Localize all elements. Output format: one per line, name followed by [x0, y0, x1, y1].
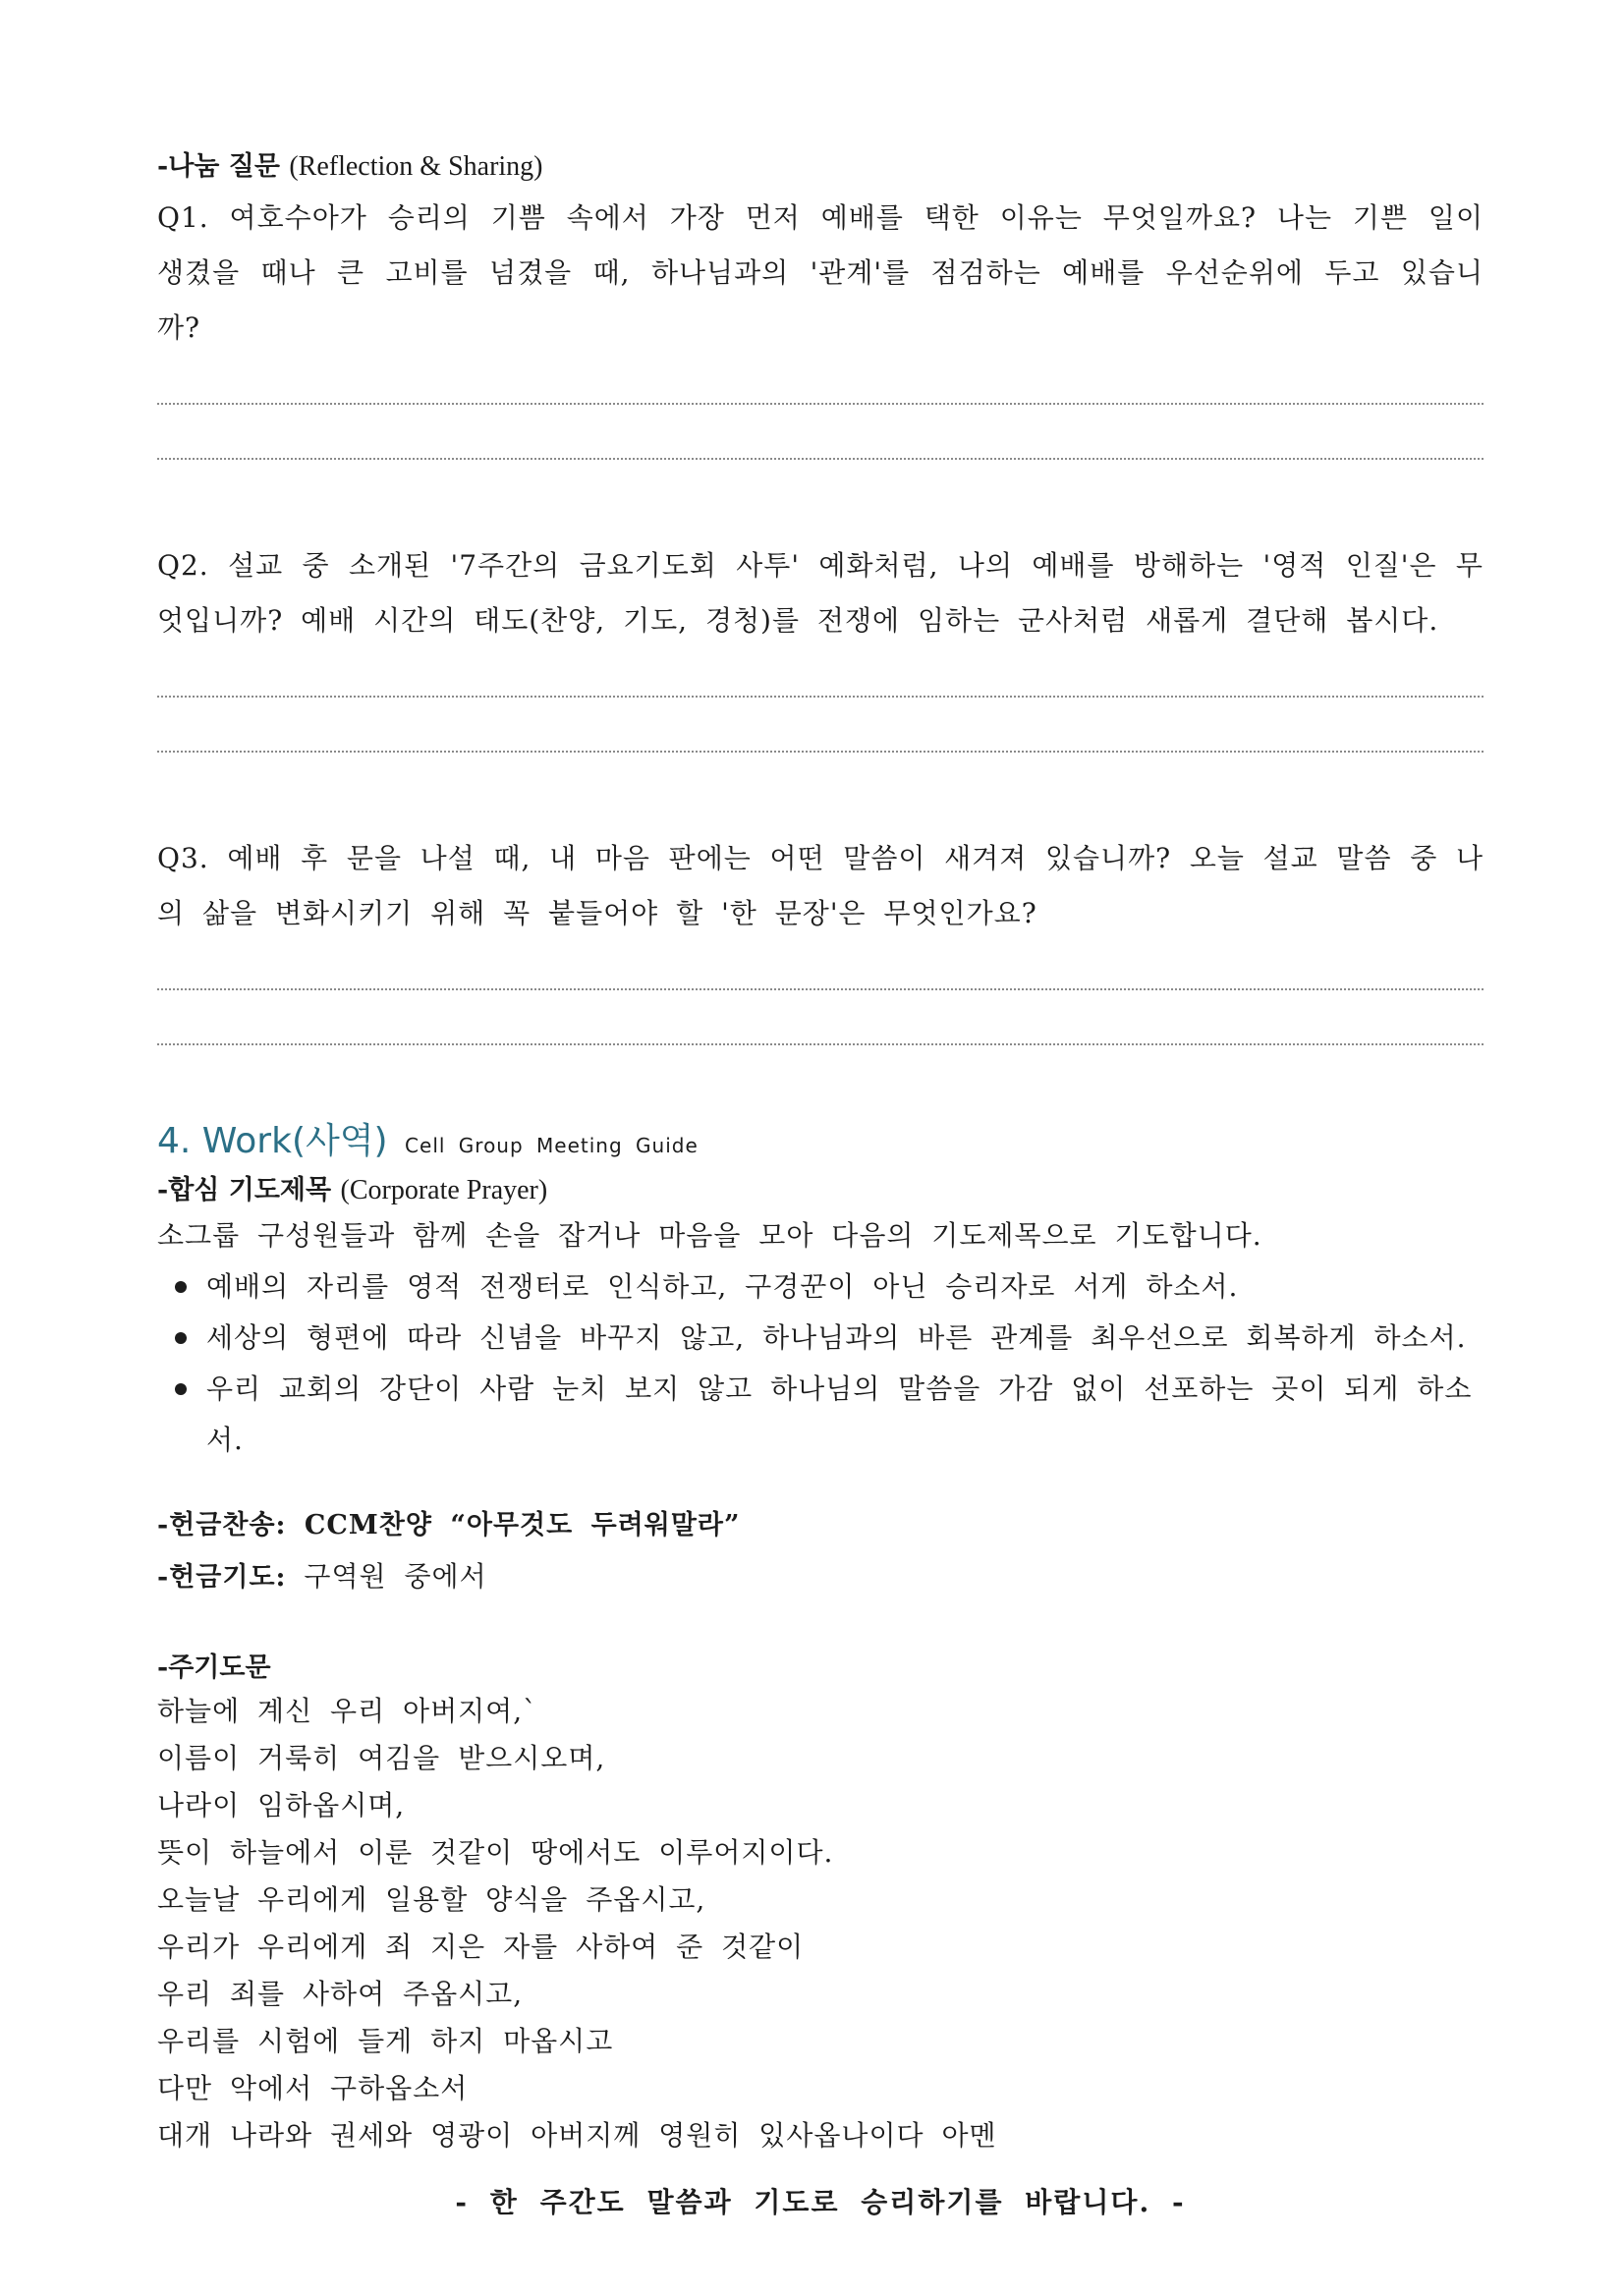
- question-block-3: [157, 831, 1484, 1045]
- reflection-heading-kr: -나눔 질문: [157, 151, 280, 182]
- answer-line[interactable]: [157, 403, 1484, 405]
- answer-line[interactable]: [157, 458, 1484, 460]
- question-block-2: [157, 538, 1484, 753]
- bullet-icon: [175, 1383, 187, 1395]
- bullet-icon: [175, 1281, 187, 1293]
- reflection-heading-en: (Reflection & Sharing): [289, 151, 543, 182]
- closing-message: - 한 주간도 말씀과 기도로 승리하기를 바랍니다. -: [455, 2186, 1186, 2218]
- offering-song-line: [157, 1499, 1484, 1551]
- list-item: [157, 1313, 1484, 1364]
- work-title-text: 4. Work(사역): [157, 1121, 388, 1161]
- prayer-line: 우리를 시험에 들게 하지 마옵시고: [157, 2025, 614, 2057]
- prayer-line: 오늘날 우리에게 일용할 양식을 주옵시고,: [157, 1883, 706, 1916]
- offering-prayer-value: 구역원 중에서: [304, 1560, 487, 1593]
- lords-prayer-text: [157, 1688, 1484, 2159]
- prayer-list: [157, 1261, 1484, 1466]
- question-1-text: Q1. 여호수아가 승리의 기쁨 속에서 가장 먼저 예배를 택한 이유는 무엇일까요? 나는 기쁜 일이 생겼을 때나 큰 고비를 넘겼을 때, 하나님과의 '관계'를 점검하는 예배를 우선순위에 두고 있습니까?: [157, 201, 1484, 344]
- prayer-line: 우리 죄를 사하여 주옵시고,: [157, 1978, 524, 2010]
- question-2-text: Q2. 설교 중 소개된 '7주간의 금요기도회 사투' 예화처럼, 나의 예배를 방해하는 '영적 인질'은 무엇입니까? 예배 시간의 태도(찬양, 기도, 경청)를 전쟁에 임하는 군사처럼 새롭게 결단해 봅시다.: [157, 549, 1484, 637]
- prayer-line: 뜻이 하늘에서 이룬 것같이 땅에서도 이루어지이다.: [157, 1836, 834, 1869]
- prayer-item-text: 예배의 자리를 영적 전쟁터로 인식하고, 구경꾼이 아닌 승리자로 서게 하소서.: [206, 1270, 1239, 1303]
- prayer-item-text: 세상의 형편에 따라 신념을 바꾸지 않고, 하나님과의 바른 관계를 최우선으로 회복하게 하소서.: [206, 1321, 1467, 1354]
- lords-prayer-heading: -주기도문: [157, 1652, 271, 1683]
- prayer-line: 나라이 임하옵시며,: [157, 1789, 406, 1821]
- prayer-line: 이름이 거룩히 여김을 받으시오며,: [157, 1742, 606, 1774]
- corporate-prayer-intro: 소그룹 구성원들과 함께 손을 잡거나 마음을 모아 다음의 기도제목으로 기도합니다.: [157, 1219, 1262, 1252]
- corporate-prayer-heading-en: (Corporate Prayer): [340, 1175, 548, 1205]
- question-block-1: [157, 191, 1484, 460]
- prayer-line: 다만 악에서 구하옵소서: [157, 2072, 469, 2104]
- offering-prayer-label: -헌금기도:: [157, 1562, 287, 1593]
- offering-section: [157, 1499, 1484, 1603]
- prayer-line: 대개 나라와 권세와 영광이 아버지께 영원히 있사옵나이다 아멘: [157, 2119, 997, 2152]
- work-subtitle: Cell Group Meeting Guide: [405, 1134, 699, 1157]
- corporate-prayer-heading-kr: -합심 기도제목: [157, 1175, 332, 1205]
- offering-song: -헌금찬송: CCM찬양 “아무것도 두려워말라”: [157, 1510, 741, 1540]
- answer-line[interactable]: [157, 1043, 1484, 1045]
- answer-line[interactable]: [157, 988, 1484, 990]
- list-item: [157, 1261, 1484, 1313]
- answer-line[interactable]: [157, 751, 1484, 753]
- prayer-item-text: 우리 교회의 강단이 사람 눈치 보지 않고 하나님의 말씀을 가감 없이 선포하는 곳이 되게 하소서.: [206, 1372, 1473, 1456]
- corporate-prayer-heading: [157, 1171, 1484, 1210]
- prayer-line: 우리가 우리에게 죄 지은 자를 사하여 준 것같이: [157, 1931, 805, 1963]
- document-page: [157, 147, 1484, 2248]
- bullet-icon: [175, 1332, 187, 1344]
- offering-prayer-line: [157, 1551, 1484, 1603]
- prayer-line: 하늘에 계신 우리 아버지여,`: [157, 1695, 538, 1727]
- question-3-text: Q3. 예배 후 문을 나설 때, 내 마음 판에는 어떤 말씀이 새겨져 있습니까? 오늘 설교 말씀 중 나의 삶을 변화시키기 위해 꼭 붙들어야 할 '한 문장'은 무엇인가요?: [157, 842, 1484, 929]
- reflection-heading: [157, 147, 1484, 187]
- work-section-title: [157, 1116, 1484, 1171]
- answer-line[interactable]: [157, 696, 1484, 698]
- list-item: [157, 1364, 1484, 1466]
